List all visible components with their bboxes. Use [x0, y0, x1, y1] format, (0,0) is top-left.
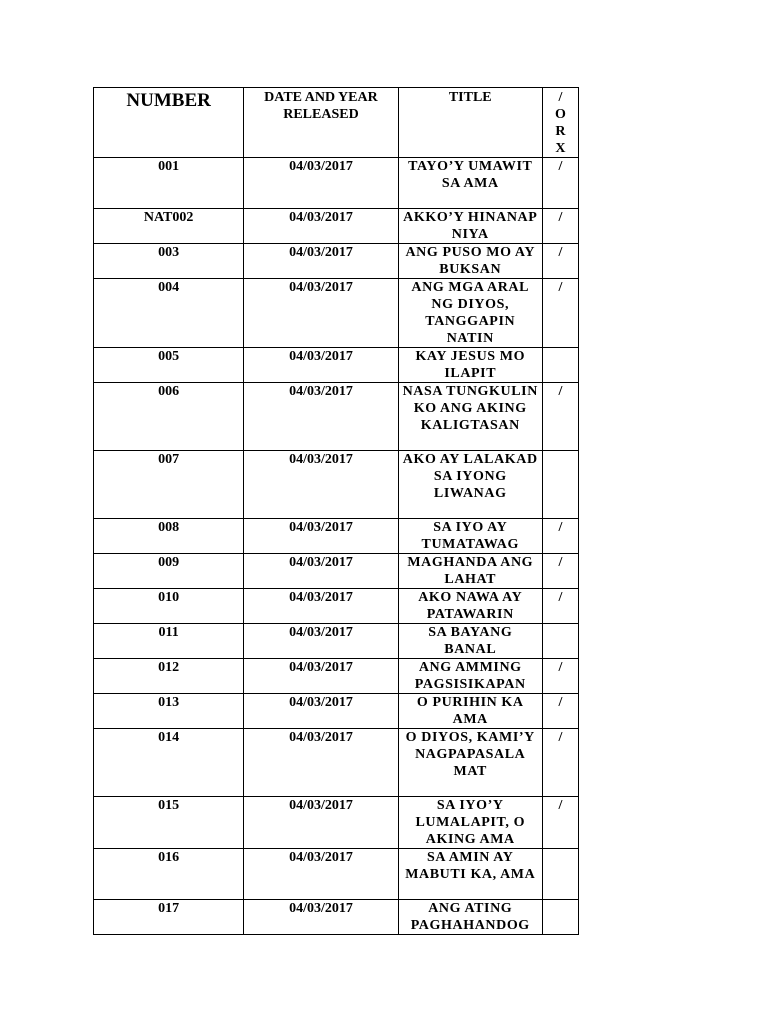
mark-cell: /	[542, 589, 578, 624]
table-row	[94, 348, 579, 383]
title-cell: ANG PUSO MO AY BUKSAN	[398, 244, 542, 279]
number-cell: 015	[94, 797, 244, 849]
mark-cell: /	[542, 158, 578, 209]
title-cell: SA IYO’Y LUMALAPIT, O AKING AMA	[398, 797, 542, 849]
title-cell: SA BAYANG BANAL	[398, 624, 542, 659]
date-cell: 04/03/2017	[244, 849, 398, 900]
date-cell: 04/03/2017	[244, 279, 398, 348]
table-row	[94, 797, 579, 849]
mark-header-line: R	[555, 124, 566, 139]
number-header: NUMBER	[94, 88, 244, 158]
title-cell: MAGHANDA ANG LAHAT	[398, 554, 542, 589]
mark-cell: /	[542, 659, 578, 694]
mark-header-line: /	[558, 90, 563, 105]
mark-cell: /	[542, 244, 578, 279]
date-cell: 04/03/2017	[244, 694, 398, 729]
table-row	[94, 589, 579, 624]
number-cell: 009	[94, 554, 244, 589]
mark-cell	[542, 451, 578, 519]
number-cell: 013	[94, 694, 244, 729]
table-row	[94, 383, 579, 451]
date-cell: 04/03/2017	[244, 348, 398, 383]
table-row	[94, 849, 579, 900]
title-cell: NASA TUNGKULIN KO ANG AKING KALIGTASAN	[398, 383, 542, 451]
number-cell: NAT002	[94, 209, 244, 244]
mark-cell: /	[542, 797, 578, 849]
table-row	[94, 451, 579, 519]
title-cell: SA AMIN AY MABUTI KA, AMA	[398, 849, 542, 900]
date-cell: 04/03/2017	[244, 624, 398, 659]
title-cell: ANG MGA ARAL NG DIYOS, TANGGAPIN NATIN	[398, 279, 542, 348]
mark-cell: /	[542, 554, 578, 589]
title-cell: O PURIHIN KA AMA	[398, 694, 542, 729]
header-row	[94, 88, 579, 158]
song-list-table	[93, 87, 579, 935]
mark-header-line: O	[555, 107, 566, 122]
date-cell: 04/03/2017	[244, 797, 398, 849]
mark-cell	[542, 849, 578, 900]
date-cell: 04/03/2017	[244, 451, 398, 519]
number-cell: 017	[94, 900, 244, 935]
table-row	[94, 279, 579, 348]
mark-header-line: X	[555, 141, 566, 156]
table-row	[94, 209, 579, 244]
mark-cell: /	[542, 694, 578, 729]
title-cell: ANG AMMING PAGSISIKAPAN	[398, 659, 542, 694]
number-cell: 014	[94, 729, 244, 797]
table-row	[94, 158, 579, 209]
number-cell: 004	[94, 279, 244, 348]
mark-cell: /	[542, 279, 578, 348]
title-cell: AKKO’Y HINANAP NIYA	[398, 209, 542, 244]
number-cell: 005	[94, 348, 244, 383]
title-cell: KAY JESUS MO ILAPIT	[398, 348, 542, 383]
number-cell: 007	[94, 451, 244, 519]
mark-cell	[542, 348, 578, 383]
title-cell: O DIYOS, KAMI’Y NAGPAPASALA MAT	[398, 729, 542, 797]
table-row	[94, 554, 579, 589]
table-row	[94, 659, 579, 694]
mark-cell: /	[542, 729, 578, 797]
date-cell: 04/03/2017	[244, 900, 398, 935]
number-cell: 012	[94, 659, 244, 694]
mark-cell: /	[542, 209, 578, 244]
title-cell: AKO AY LALAKAD SA IYONG LIWANAG	[398, 451, 542, 519]
table-row	[94, 729, 579, 797]
date-cell: 04/03/2017	[244, 589, 398, 624]
date-cell: 04/03/2017	[244, 554, 398, 589]
table-row	[94, 519, 579, 554]
mark-cell: /	[542, 383, 578, 451]
title-cell: TAYO’Y UMAWIT SA AMA	[398, 158, 542, 209]
date-cell: 04/03/2017	[244, 659, 398, 694]
number-cell: 008	[94, 519, 244, 554]
date-cell: 04/03/2017	[244, 383, 398, 451]
number-cell: 011	[94, 624, 244, 659]
title-cell: AKO NAWA AY PATAWARIN	[398, 589, 542, 624]
number-cell: 003	[94, 244, 244, 279]
number-cell: 010	[94, 589, 244, 624]
date-cell: 04/03/2017	[244, 729, 398, 797]
date-cell: 04/03/2017	[244, 244, 398, 279]
title-cell: ANG ATING PAGHAHANDOG	[398, 900, 542, 935]
table-row	[94, 900, 579, 935]
date-header: DATE AND YEAR RELEASED	[244, 88, 398, 158]
table-row	[94, 244, 579, 279]
number-cell: 016	[94, 849, 244, 900]
date-cell: 04/03/2017	[244, 158, 398, 209]
mark-header	[542, 88, 578, 158]
table-row	[94, 694, 579, 729]
date-cell: 04/03/2017	[244, 209, 398, 244]
mark-cell	[542, 900, 578, 935]
number-cell: 001	[94, 158, 244, 209]
date-cell: 04/03/2017	[244, 519, 398, 554]
mark-cell: /	[542, 519, 578, 554]
title-cell: SA IYO AY TUMATAWAG	[398, 519, 542, 554]
mark-cell	[542, 624, 578, 659]
number-cell: 006	[94, 383, 244, 451]
table-row	[94, 624, 579, 659]
title-header: TITLE	[398, 88, 542, 158]
